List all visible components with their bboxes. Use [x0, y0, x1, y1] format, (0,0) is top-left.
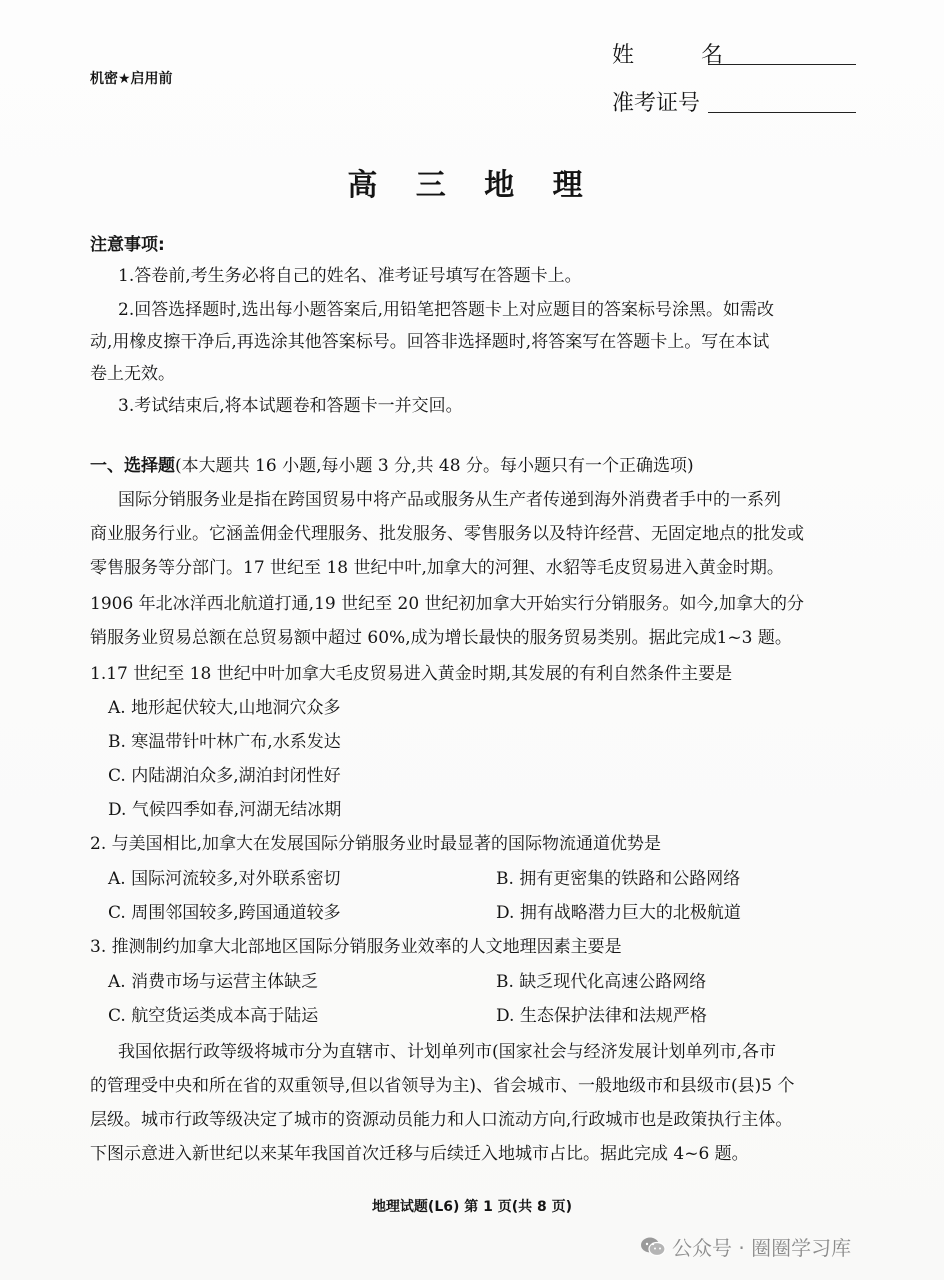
question-3-stem: 3. 推测制约加拿大北部地区国际分销服务业效率的人文地理因素主要是: [90, 937, 622, 957]
passage1-line: 1906 年北冰洋西北航道打通,19 世纪至 20 世纪初加拿大开始实行分销服务。如今,加拿大的分: [90, 594, 804, 614]
question-3-option-a: A. 消费市场与运营主体缺乏: [108, 972, 319, 992]
page-footer: 地理试题(L6) 第 1 页(共 8 页): [371, 1199, 573, 1215]
wechat-icon: [640, 1236, 666, 1263]
passage2-line: 我国依据行政等级将城市分为直辖市、计划单列市(国家社会与经济发展计划单列市,各市: [118, 1042, 777, 1062]
question-3-option-d: D. 生态保护法律和法规严格: [496, 1006, 707, 1026]
passage2-line: 层级。城市行政等级决定了城市的资源动员能力和人口流动方向,行政城市也是政策执行主体。: [90, 1110, 793, 1130]
watermark-text: 公众号 · 圈圈学习库: [672, 1236, 852, 1260]
question-2-option-c: C. 周围邻国较多,跨国通道较多: [108, 903, 341, 923]
watermark: [640, 1232, 851, 1263]
notice-heading: 注意事项:: [90, 235, 165, 255]
question-1-option-c: C. 内陆湖泊众多,湖泊封闭性好: [108, 766, 341, 786]
question-1-stem: 1.17 世纪至 18 世纪中叶加拿大毛皮贸易进入黄金时期,其发展的有利自然条件主要是: [90, 664, 733, 684]
notice-line-2b: 动,用橡皮擦干净后,再选涂其他答案标号。回答非选择题时,将答案写在答题卡上。写在本试: [90, 332, 770, 352]
notice-line-3: 3.考试结束后,将本试题卷和答题卡一并交回。: [118, 396, 463, 416]
question-1-option-d: D. 气候四季如春,河湖无结冰期: [108, 800, 342, 820]
notice-line-2c: 卷上无效。: [90, 364, 175, 384]
notice-line-1: 1.答卷前,考生务必将自己的姓名、准考证号填写在答题卡上。: [118, 266, 582, 286]
question-1-option-a: A. 地形起伏较大,山地洞穴众多: [108, 698, 341, 718]
question-2-option-a: A. 国际河流较多,对外联系密切: [108, 869, 341, 889]
exam-title: 高 三 地 理: [347, 168, 597, 203]
section-heading-rules: (本大题共 16 小题,每小题 3 分,共 48 分。每小题只有一个正确选项): [175, 456, 694, 476]
passage1-line: 商业服务行业。它涵盖佣金代理服务、批发服务、零售服务以及特许经营、无固定地点的批发或: [90, 524, 804, 544]
passage1-line: 零售服务等分部门。17 世纪至 18 世纪中叶,加拿大的河狸、水貂等毛皮贸易进入黄金时期。: [90, 558, 784, 578]
question-3-option-c: C. 航空货运类成本高于陆运: [108, 1006, 319, 1026]
notice-line-2a: 2.回答选择题时,选出每小题答案后,用铅笔把答题卡上对应题目的答案标号涂黑。如需改: [118, 300, 775, 320]
ticket-label: 准考证号: [612, 91, 701, 116]
question-1-option-b: B. 寒温带针叶林广布,水系发达: [108, 732, 341, 752]
question-2-option-b: B. 拥有更密集的铁路和公路网络: [496, 869, 741, 889]
question-2-stem: 2. 与美国相比,加拿大在发展国际分销服务业时最显著的国际物流通道优势是: [90, 834, 662, 854]
ticket-number-field: [612, 86, 700, 117]
section-heading-label: 一、选择题: [90, 456, 175, 476]
confidential-mark: 机密★启用前: [90, 71, 173, 87]
question-3-option-b: B. 缺乏现代化高速公路网络: [496, 972, 707, 992]
passage1-line: 销服务业贸易总额在总贸易额中超过 60%,成为增长最快的服务贸易类别。据此完成1~3 题。: [90, 628, 792, 648]
passage2-line: 下图示意进入新世纪以来某年我国首次迁移与后续迁入地城市占比。据此完成 4~6 题。: [90, 1144, 749, 1164]
candidate-name-field: [612, 38, 753, 69]
section-heading: [90, 458, 694, 475]
name-underline: [708, 64, 856, 65]
name-label: 姓 名: [612, 43, 753, 68]
ticket-underline: [708, 112, 856, 113]
question-2-option-d: D. 拥有战略潜力巨大的北极航道: [496, 903, 741, 923]
passage1-line: 国际分销服务业是指在跨国贸易中将产品或服务从生产者传递到海外消费者手中的一系列: [118, 490, 781, 510]
passage2-line: 的管理受中央和所在省的双重领导,但以省领导为主)、省会城市、一般地级市和县级市(县)5 个: [90, 1076, 795, 1096]
